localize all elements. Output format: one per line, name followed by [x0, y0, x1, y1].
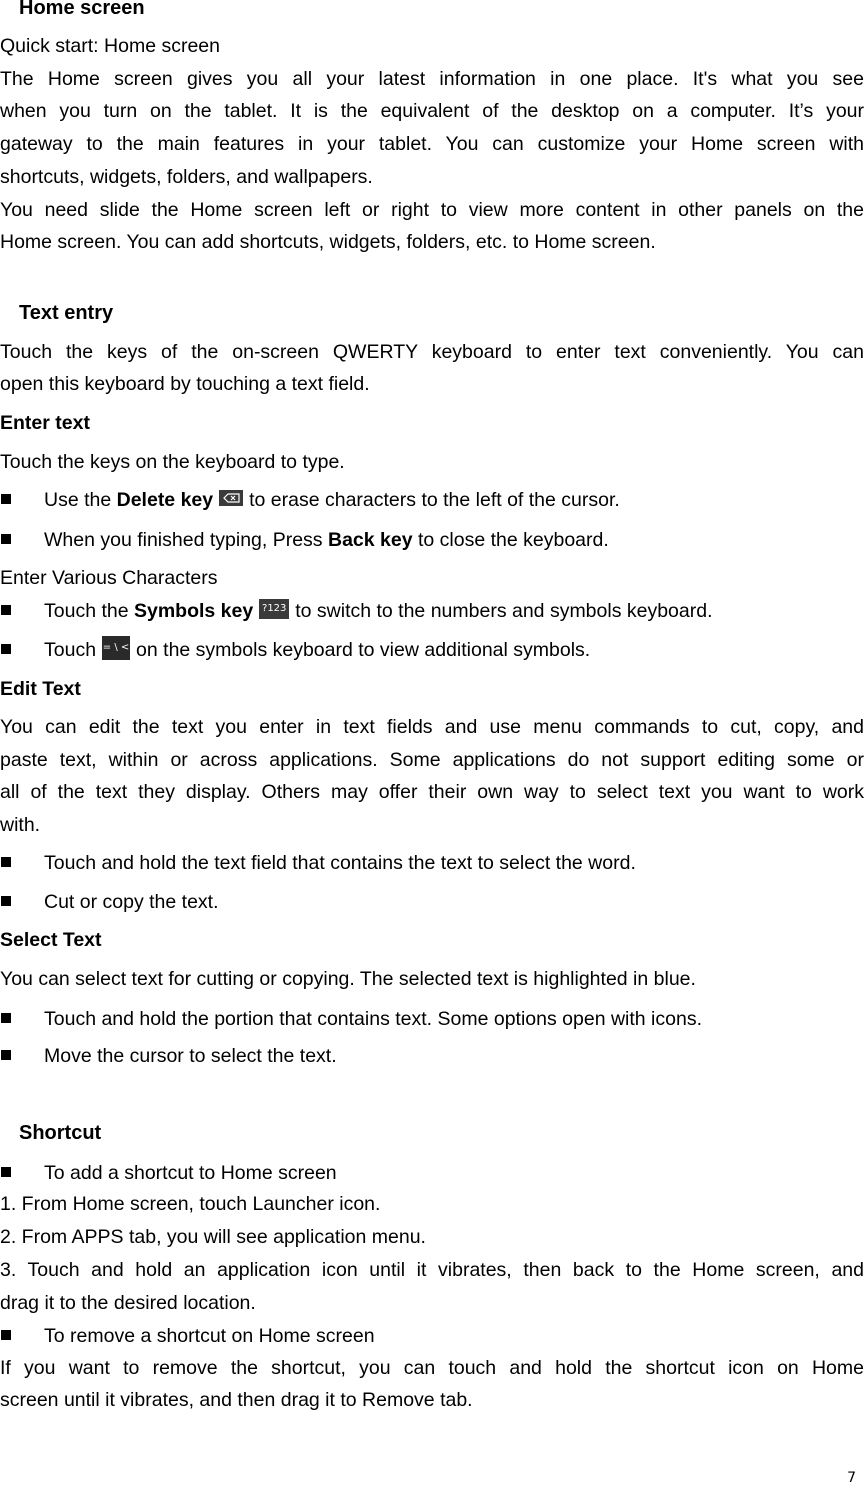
section-heading-shortcut: Shortcut — [19, 1122, 102, 1144]
bullet-square-icon — [1, 644, 11, 654]
subheading-select-text: Select Text — [0, 929, 102, 951]
paragraph-line: all of the text they display. Others may offer their own way to select text you want to work — [0, 781, 864, 803]
step-line: 3. Touch and hold an application icon until it vibrates, then back to the Home screen, and — [0, 1259, 864, 1281]
subheading-enter-various-characters: Enter Various Characters — [0, 567, 218, 589]
paragraph-line: gateway to the main features in your tablet. You can customize your Home screen with — [0, 133, 864, 155]
paragraph-line: with. — [0, 814, 41, 836]
bullet-square-icon — [1, 1167, 11, 1177]
bullet-square-icon — [1, 1013, 11, 1023]
paragraph-line: open this keyboard by touching a text field. — [0, 373, 370, 395]
subheading-quick-start: Quick start: Home screen — [0, 35, 220, 57]
paragraph-line: when you turn on the tablet. It is the equivalent of the desktop on a computer. It’s your — [0, 100, 864, 122]
subheading-enter-text: Enter text — [0, 412, 90, 434]
section-heading-text-entry: Text entry — [19, 302, 114, 324]
bullet-square-icon — [1, 605, 11, 615]
page-number: 7 — [847, 1470, 856, 1486]
bullet-square-icon — [1, 896, 11, 906]
section-heading-home-screen: Home screen — [19, 0, 145, 19]
bullet-square-icon — [1, 1050, 11, 1060]
bullet-square-icon — [1, 857, 11, 867]
bullet-text: Use the Delete key to erase characters to the left of the cursor. — [44, 489, 620, 511]
paragraph-line: You can edit the text you enter in text fields and use menu commands to cut, copy, and — [0, 716, 864, 738]
paragraph-line: shortcuts, widgets, folders, and wallpapers. — [0, 166, 373, 188]
bullet-text: Touch = \ < on the symbols keyboard to view additional symbols. — [44, 639, 590, 663]
bullet-text: Cut or copy the text. — [44, 891, 219, 913]
paragraph-line: Touch the keys on the keyboard to type. — [0, 451, 345, 473]
bullet-square-icon — [1, 1330, 11, 1340]
step-line: 2. From APPS tab, you will see application menu. — [0, 1226, 426, 1248]
bullet-square-icon — [1, 534, 11, 544]
paragraph-line: If you want to remove the shortcut, you can touch and hold the shortcut icon on Home — [0, 1357, 864, 1379]
paragraph-line: Touch the keys of the on-screen QWERTY keyboard to enter text conveniently. You can — [0, 341, 864, 363]
bullet-text: Touch and hold the text field that contains the text to select the word. — [44, 852, 636, 874]
step-line: drag it to the desired location. — [0, 1292, 256, 1314]
symbols-key-icon: ?123 — [259, 599, 289, 619]
paragraph-line: screen until it vibrates, and then drag it to Remove tab. — [0, 1389, 473, 1411]
bullet-text: To add a shortcut to Home screen — [44, 1162, 337, 1184]
paragraph-line: The Home screen gives you all your latest information in one place. It's what you see — [0, 68, 864, 90]
delete-key-icon — [219, 490, 243, 506]
paragraph-line: You need slide the Home screen left or right to view more content in other panels on the — [0, 199, 864, 221]
paragraph-line: Home screen. You can add shortcuts, widgets, folders, etc. to Home screen. — [0, 231, 656, 253]
paragraph-line: paste text, within or across applications. Some applications do not support editing some or — [0, 749, 864, 771]
bullet-text: Move the cursor to select the text. — [44, 1045, 337, 1067]
bullet-text: Touch the Symbols key ?123 to switch to the numbers and symbols keyboard. — [44, 600, 713, 622]
bullet-text: To remove a shortcut on Home screen — [44, 1325, 375, 1347]
step-line: 1. From Home screen, touch Launcher icon. — [0, 1193, 381, 1215]
subheading-edit-text: Edit Text — [0, 678, 81, 700]
bullet-square-icon — [1, 494, 11, 504]
more-symbols-key-icon: = \ < — [102, 636, 130, 660]
paragraph-line: You can select text for cutting or copying. The selected text is highlighted in blue. — [0, 968, 696, 990]
bullet-text: Touch and hold the portion that contains text. Some options open with icons. — [44, 1008, 703, 1030]
bullet-text: When you finished typing, Press Back key to close the keyboard. — [44, 529, 609, 551]
